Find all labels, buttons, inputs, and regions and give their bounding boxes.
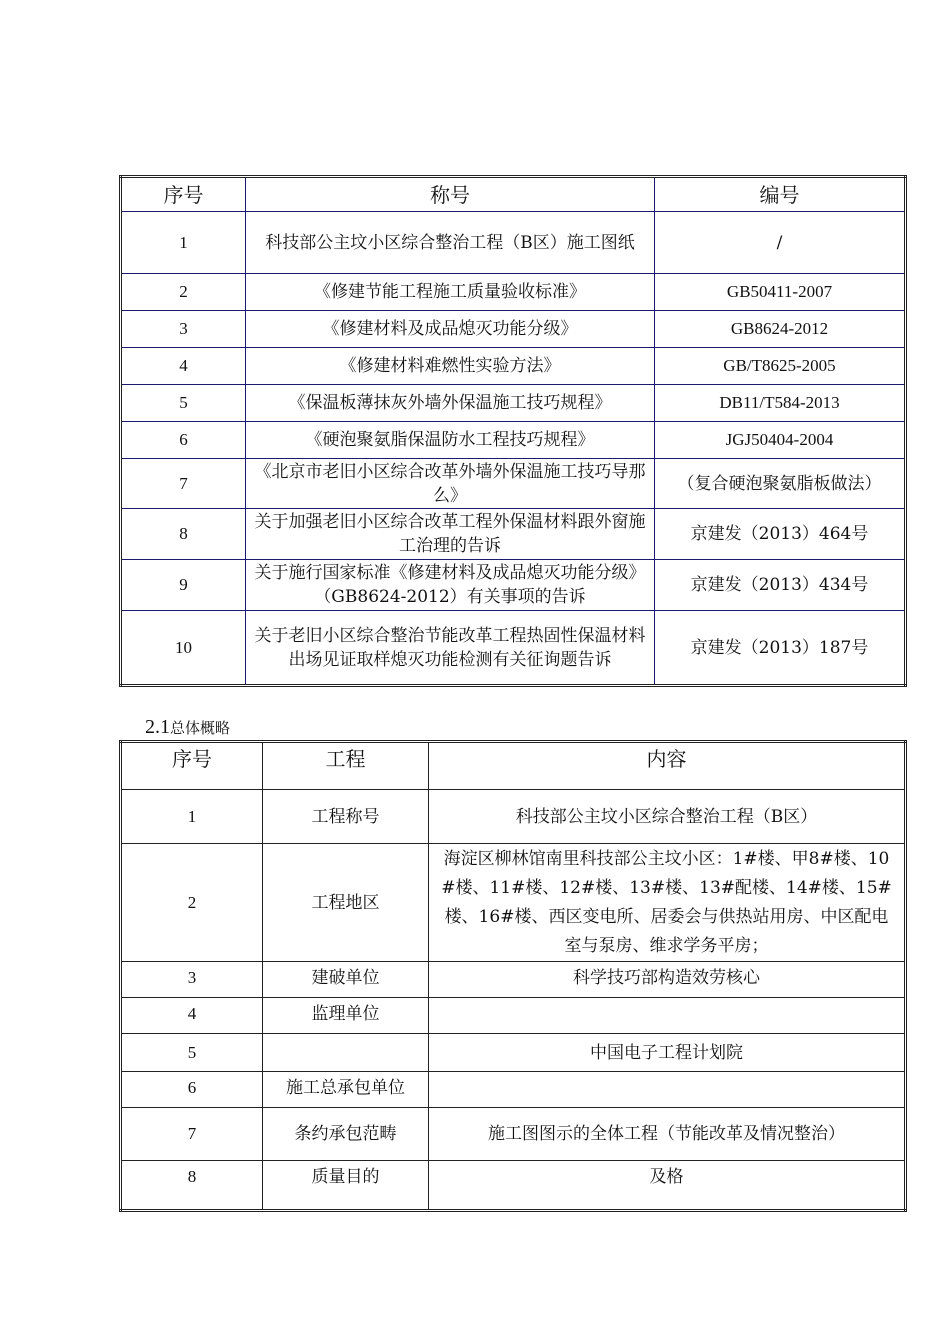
overview-table [119,740,907,1212]
overview-item: 工程称号 [263,790,429,844]
table-row [121,844,906,962]
standard-name: 《北京市老旧小区综合改革外墙外保温施工技巧导那么》 [246,459,655,509]
overview-content: 科学技巧部构造效劳核心 [429,962,906,998]
overview-item: 施工总承包单位 [263,1072,429,1108]
header-cell: 序号 [121,742,263,790]
standard-name: 关于老旧小区综合整治节能改革工程热固性保温材料出场见证取样熄灭功能检测有关征询题告诉 [246,611,655,686]
overview-item: 工程地区 [263,844,429,962]
overview-item: 质量目的 [263,1161,429,1211]
table-row [121,422,906,459]
overview-content: 科技部公主坟小区综合整治工程（B区） [429,790,906,844]
table-row [121,1161,906,1211]
overview-item: 建破单位 [263,962,429,998]
overview-content [429,1072,906,1108]
standard-code: 京建发（2013）434号 [655,560,906,611]
row-number: 6 [121,1072,263,1108]
overview-content: 海淀区柳林馆南里科技部公主坟小区：1#楼、甲8#楼、10#楼、11#楼、12#楼、13#楼、13#配楼、14#楼、15#楼、16#楼、西区变电所、居委会与供热站用房、中区配电室与泵房、维求学务平房； [429,844,906,962]
standard-name: 《硬泡聚氨脂保温防水工程技巧规程》 [246,422,655,459]
header-cell: 称号 [246,177,655,212]
section-heading [145,716,230,739]
table-row [121,1108,906,1161]
table-row [121,560,906,611]
row-number: 7 [121,1108,263,1161]
standard-code: DB11/T584-2013 [655,385,906,422]
header-cell: 内容 [429,742,906,790]
row-number: 1 [121,790,263,844]
header-cell: 序号 [121,177,246,212]
table-row [121,311,906,348]
header-cell: 工程 [263,742,429,790]
header-cell: 编号 [655,177,906,212]
standard-code: GB50411-2007 [655,274,906,311]
row-number: 10 [121,611,246,686]
row-number: 4 [121,348,246,385]
standard-name: 《修建材料难燃性实验方法》 [246,348,655,385]
overview-item: 条约承包范畴 [263,1108,429,1161]
row-number: 8 [121,509,246,560]
table-row [121,274,906,311]
row-number: 2 [121,274,246,311]
table-row [121,611,906,686]
section-number: 2.1 [145,716,170,738]
table-row [121,509,906,560]
standards-table [119,175,907,687]
row-number: 7 [121,459,246,509]
row-number: 3 [121,311,246,348]
table-header-row [121,177,906,212]
standard-code: GB8624-2012 [655,311,906,348]
overview-item [263,1034,429,1072]
row-number: 8 [121,1161,263,1211]
table-row [121,790,906,844]
table-row [121,1072,906,1108]
overview-content: 及格 [429,1161,906,1211]
standard-code: JGJ50404-2004 [655,422,906,459]
row-number: 6 [121,422,246,459]
row-number: 3 [121,962,263,998]
standard-name: 关于加强老旧小区综合改革工程外保温材料跟外窗施工治理的告诉 [246,509,655,560]
standard-code: 京建发（2013）464号 [655,509,906,560]
row-number: 1 [121,212,246,274]
row-number: 4 [121,998,263,1034]
row-number: 2 [121,844,263,962]
standard-name: 《保温板薄抹灰外墙外保温施工技巧规程》 [246,385,655,422]
table-row [121,459,906,509]
table-row [121,1034,906,1072]
standard-code: / [655,212,906,274]
table-row [121,212,906,274]
table-row [121,962,906,998]
row-number: 5 [121,1034,263,1072]
standard-name: 科技部公主坟小区综合整治工程（B区）施工图纸 [246,212,655,274]
overview-content [429,998,906,1034]
standard-name: 关于施行国家标准《修建材料及成品熄灭功能分级》（GB8624-2012）有关事项的告诉 [246,560,655,611]
overview-content: 中国电子工程计划院 [429,1034,906,1072]
standard-code: （复合硬泡聚氨脂板做法） [655,459,906,509]
row-number: 9 [121,560,246,611]
table-row [121,385,906,422]
standard-name: 《修建节能工程施工质量验收标准》 [246,274,655,311]
table-row [121,998,906,1034]
standard-code: 京建发（2013）187号 [655,611,906,686]
section-title: 总体概略 [170,719,231,737]
overview-content: 施工图图示的全体工程（节能改革及情况整治） [429,1108,906,1161]
table-header-row [121,742,906,790]
overview-item: 监理单位 [263,998,429,1034]
table-row [121,348,906,385]
row-number: 5 [121,385,246,422]
standard-code: GB/T8625-2005 [655,348,906,385]
standard-name: 《修建材料及成品熄灭功能分级》 [246,311,655,348]
